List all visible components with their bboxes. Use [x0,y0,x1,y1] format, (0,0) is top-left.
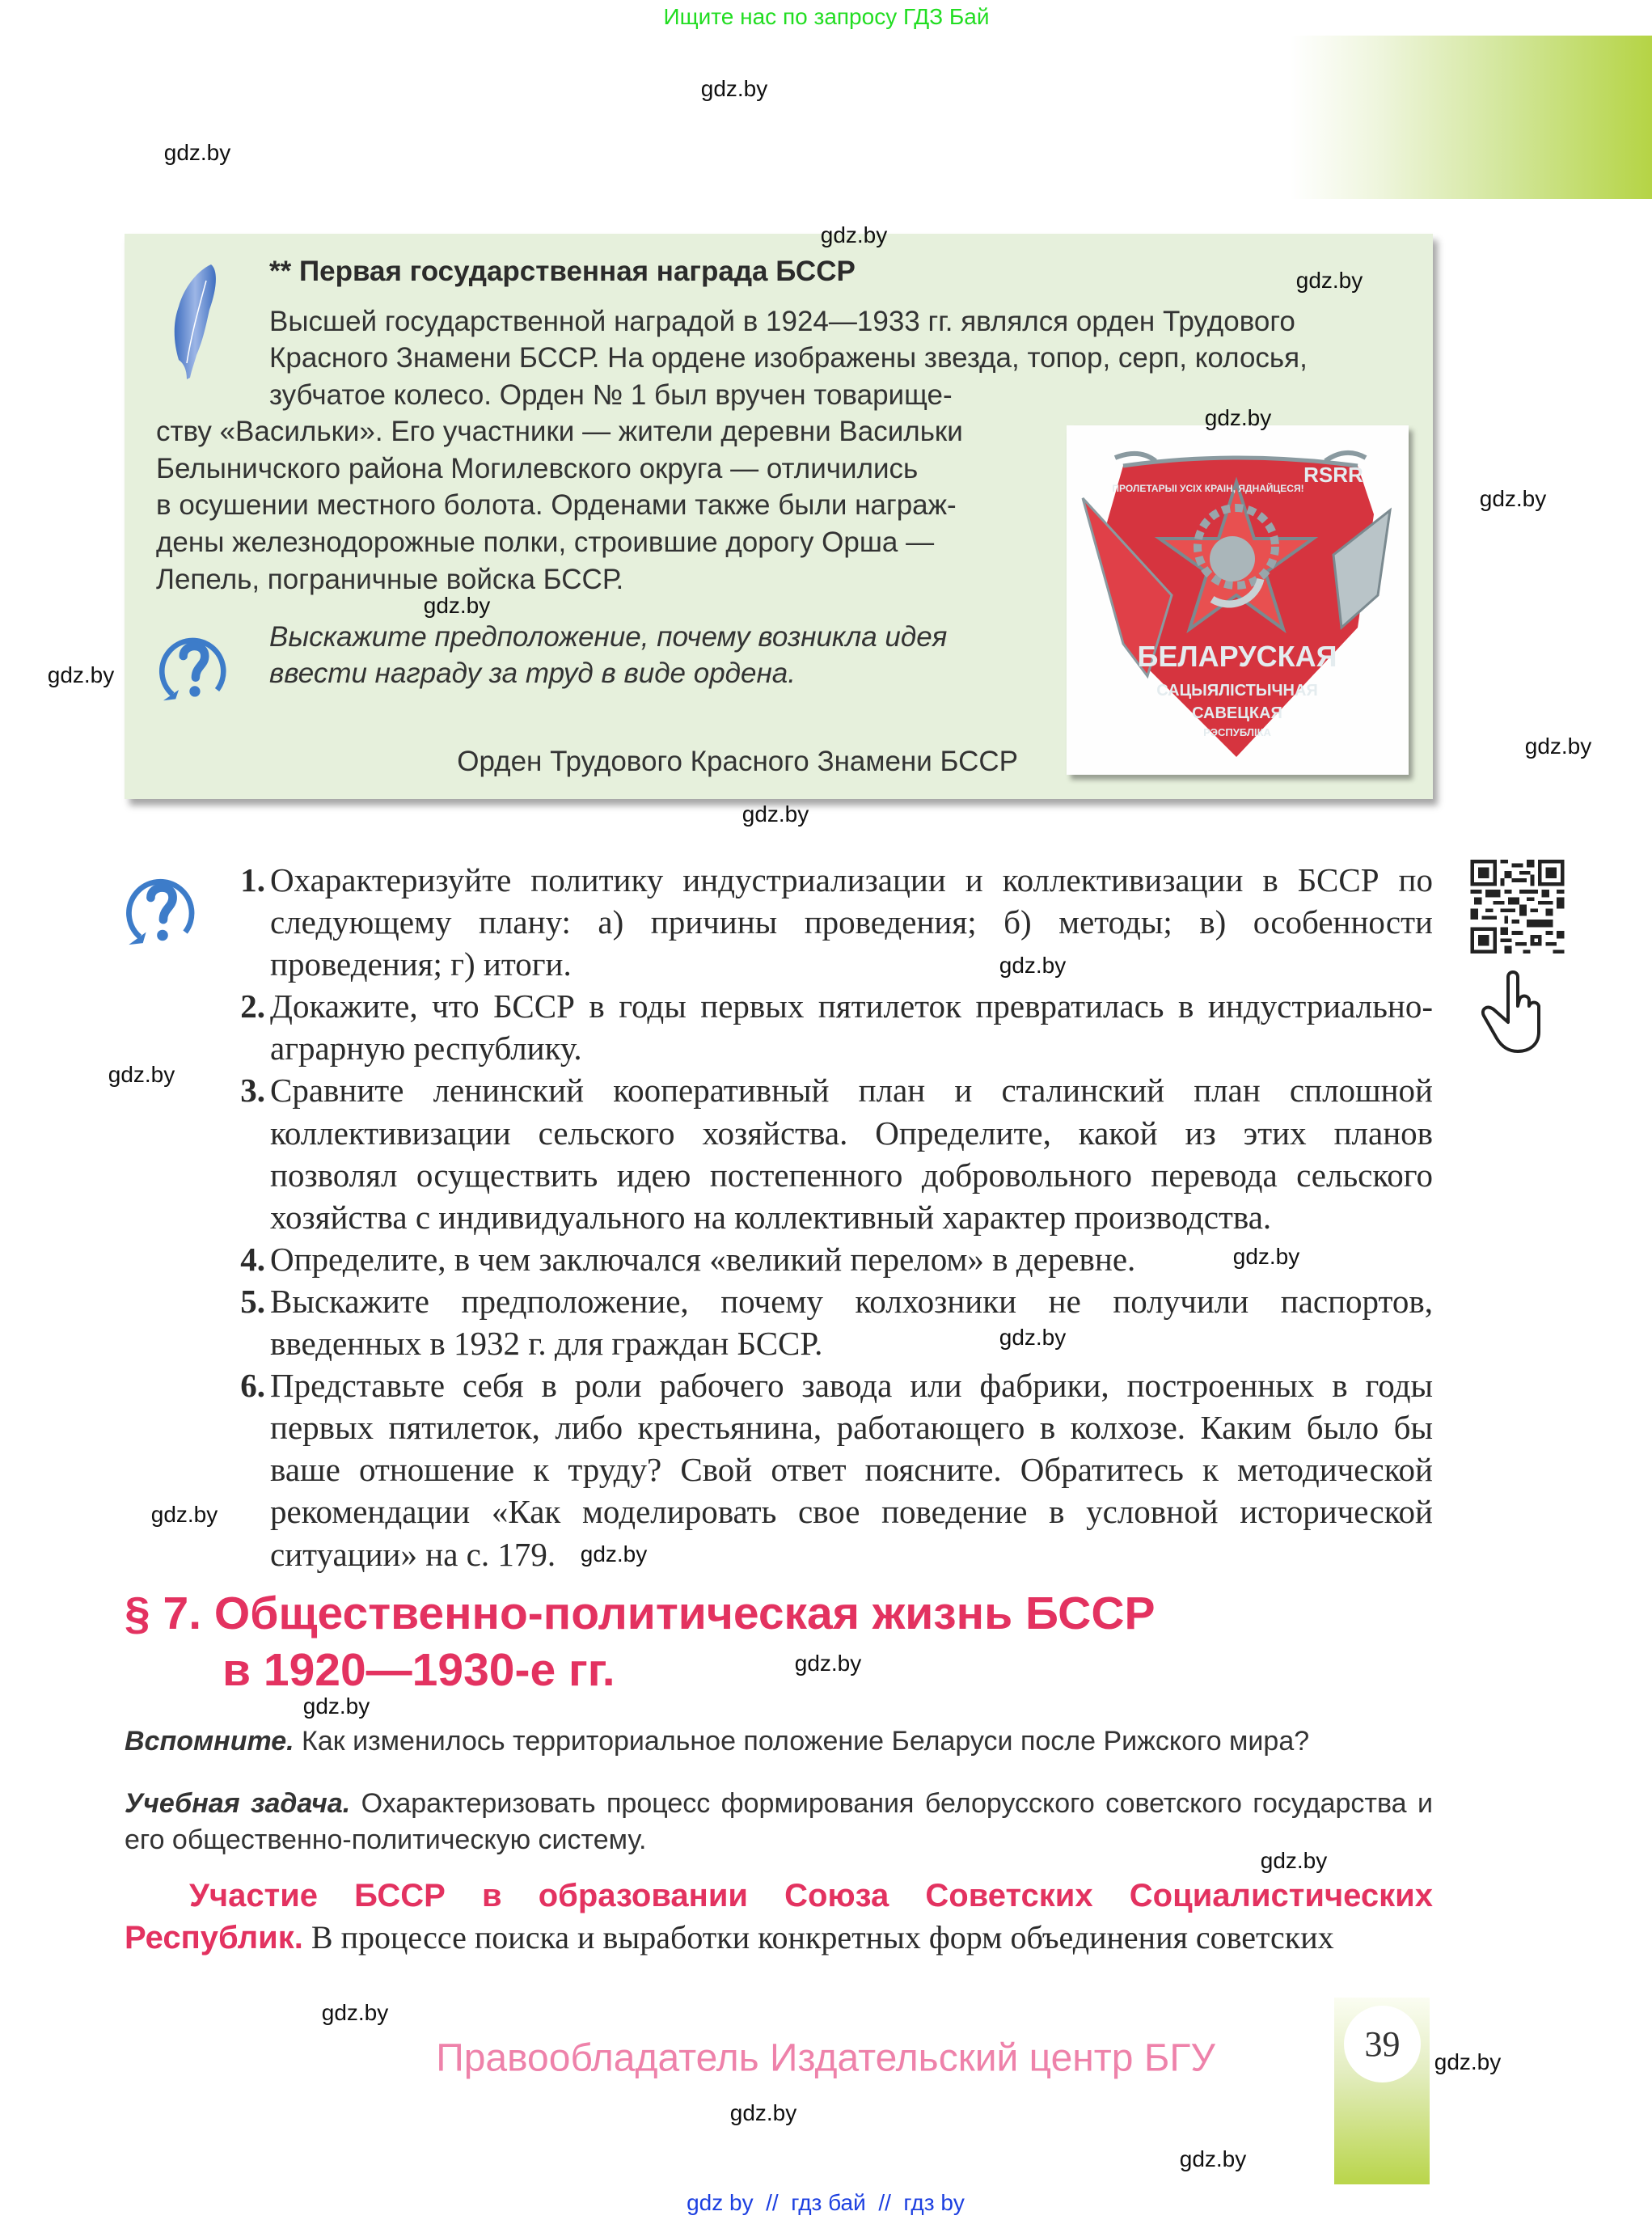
svg-text:РЭСПУБЛІКА: РЭСПУБЛІКА [1203,726,1271,738]
question-item [218,985,1433,1069]
question-text: Охарактеризуйте политику индустриализации и коллективизации в БССР по следующему плану: а) причины проведения; б) методы; в) особенности проведения; г) итоги. [270,861,1433,983]
watermark-text: gdz.by [1479,486,1547,511]
question-item [218,1069,1433,1237]
watermark-text: gdz.by [108,1062,175,1087]
watermark-text: gdz.by [1204,405,1272,430]
watermark-text: gdz.by [1524,734,1592,759]
box-question-line: Выскажите предположение, почему возникла идея [269,621,948,653]
question-icon [153,628,235,705]
question-item [218,859,1433,985]
question-text: Выскажите предположение, почему колхозники не получили паспортов, введенных в 1932 г. для граждан БССР. [270,1282,1433,1363]
watermark-text: gdz.by [150,1502,218,1527]
question-number: 5. [240,1282,265,1320]
recall-text: Как изменилось территориальное положение Беларуси после Рижского мира? [294,1726,1310,1757]
box-text-line: зубчатое колесо. Орден № 1 был вручен товарище- [269,379,953,411]
watermark-text: gdz.by [1232,1244,1300,1269]
page-number: 39 [1344,2006,1421,2082]
watermark-text: gdz.by [1295,268,1363,293]
recall-label: Вспомните. [125,1726,294,1757]
recall-prompt [125,1726,1433,1757]
section-title-line2: в 1920—1930-е гг. [222,1644,615,1696]
image-caption: Орден Трудового Красного Знамени БССР [457,746,1018,777]
header-gradient-bar [1291,36,1652,199]
watermark-text: gdz.by [999,953,1067,978]
box-text-line: Белыничского района Могилевского округа — отличились [156,453,919,484]
watermark-text: gdz.by [820,222,888,247]
watermark-text: gdz.by [1434,2049,1502,2074]
watermark-text: gdz.by [729,2100,797,2125]
watermark-text: gdz.by [999,1325,1067,1350]
watermark-text: gdz.by [47,662,115,687]
task-label: Учебная задача. [125,1788,351,1819]
box-question-line: ввести награду за труд в виде ордена. [269,657,796,689]
copyright-footer: Правообладатель Издательский центр БГУ [436,2036,1215,2080]
watermark-text: gdz.by [580,1541,648,1567]
box-text-line: в осушении местного болота. Орденами также были награж- [156,489,957,521]
question-number: 2. [240,987,265,1025]
questions-icon [122,869,201,948]
svg-text:ПРОЛЕТАРЫІ УСІХ КРАІН, ЯДНАЙЦЕ: ПРОЛЕТАРЫІ УСІХ КРАІН, ЯДНАЙЦЕСЯ! [1112,483,1304,494]
watermark-text: gdz.by [163,140,231,165]
watermark-text: gdz.by [794,1651,862,1676]
box-text-line: Лепель, пограничные войска БССР. [156,564,624,595]
watermark-text: gdz.by [321,2000,389,2025]
question-number: 3. [240,1072,265,1110]
pointer-hand-icon [1479,969,1552,1053]
watermark-text: gdz.by [700,76,768,101]
watermark-text: gdz.by [1260,1848,1328,1873]
question-text: Сравните ленинский кооперативный план и сталинский план сплошной коллективизации сельского хозяйства. Определите, какой из этих планов позволял осуществить идею постепенного добровольного перевода сельского хозяйства с индивидуального на коллективный характер производства. [270,1072,1433,1236]
paragraph-lead: Участие БССР в образовании Союза Советских Социалистических Республик. [125,1878,1433,1956]
top-search-banner: Ищите нас по запросу ГДЗ Бай [663,4,990,29]
question-number: 4. [240,1240,265,1278]
question-text: Определите, в чем заключался «великий перелом» в деревне. [270,1240,1136,1278]
medal-image [1067,425,1409,775]
watermark-text: gdz.by [302,1693,370,1719]
box-text-line: ству «Васильки». Его участники — жители деревни Васильки [156,416,963,447]
question-number: 6. [240,1367,265,1405]
svg-text:САЦЫЯЛІСТЫЧНАЯ: САЦЫЯЛІСТЫЧНАЯ [1156,682,1318,700]
svg-text:БЕЛАРУСКАЯ: БЕЛАРУСКАЯ [1137,640,1337,673]
watermark-text: gdz.by [1179,2146,1247,2171]
question-item [218,1364,1433,1575]
section-title-line1: § 7. Общественно-политическая жизнь БССР [125,1588,1156,1639]
question-number: 1. [240,861,265,898]
box-title: ** Первая государственная награда БССР [269,256,856,287]
svg-text:RSRR: RSRR [1303,463,1363,487]
box-text-line: Красного Знамени БССР. На ордене изображены звезда, топор, серп, колосья, [269,342,1308,374]
feather-icon [167,260,221,381]
question-text: Представьте себя в роли рабочего завода или фабрики, построенных в годы первых пятилеток, либо крестьянина, работающего в колхозе. Каким было бы ваше отношение к труду? Свой ответ поясните. Обратитесь к методической рекомендации «Как моделировать свое поведение в условной исторической ситуации» на с. 179. [270,1367,1433,1573]
qr-code-icon[interactable] [1469,860,1565,953]
watermark-text: gdz.by [423,593,491,618]
box-text-line: Высшей государственной наградой в 1924—1933 гг. являлся орден Трудового [269,306,1295,337]
order-medal-icon [1067,425,1409,775]
questions-list [218,859,1433,1575]
bottom-links[interactable]: gdz by // гдз бай // гдз by [687,2190,965,2215]
paragraph-text: В процессе поиска и выработки конкретных форм объединения советских [302,1919,1334,1956]
learning-task [125,1786,1433,1858]
task-text: Охарактеризовать процесс формирования белорусского советского государства и его общественно-политическую систему. [125,1788,1433,1855]
box-text-line: дены железнодорожные полки, строившие дорогу Орша — [156,526,935,558]
section-paragraph [125,1875,1433,1959]
watermark-text: gdz.by [741,801,809,827]
svg-text:САВЕЦКАЯ: САВЕЦКАЯ [1192,704,1282,722]
question-item [218,1280,1433,1364]
question-text: Докажите, что БССР в годы первых пятилеток превратилась в индустриально-аграрную республику. [270,987,1433,1068]
